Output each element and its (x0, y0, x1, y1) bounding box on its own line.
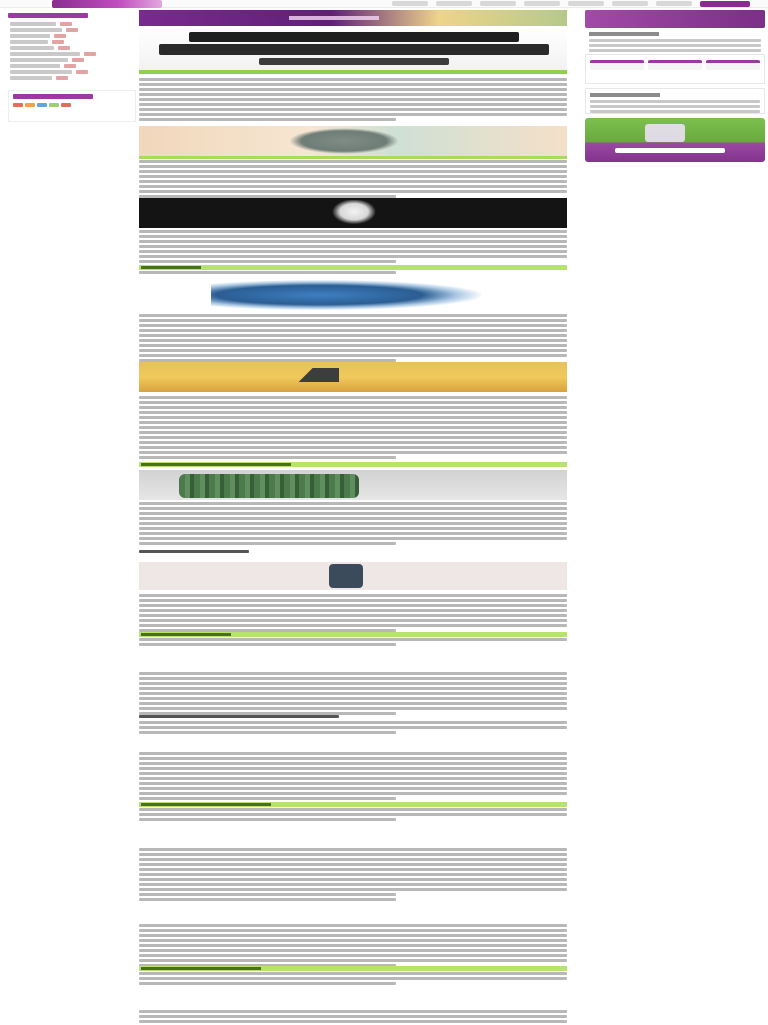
story-paragraph (139, 1010, 567, 1025)
section-heading (139, 462, 567, 467)
nav-item[interactable] (480, 1, 516, 6)
category-link[interactable] (10, 28, 136, 32)
related-card[interactable] (706, 60, 760, 70)
nav-item[interactable] (392, 1, 428, 6)
category-link[interactable] (10, 46, 136, 50)
related-link[interactable] (589, 39, 761, 42)
title-underline (139, 70, 567, 74)
story-paragraph (139, 972, 567, 987)
section-subheading (139, 715, 567, 720)
category-link[interactable] (10, 64, 136, 68)
article (139, 10, 567, 1024)
category-link[interactable] (10, 52, 136, 56)
story-image-elephant (139, 126, 567, 156)
intro-paragraph (139, 78, 567, 123)
section-heading (139, 802, 567, 807)
popular-heading (590, 93, 660, 97)
story-paragraph (139, 160, 567, 200)
tags-box (8, 90, 136, 122)
related-card[interactable] (590, 60, 644, 70)
popular-link[interactable] (590, 100, 760, 103)
right-sidebar (585, 10, 765, 160)
site-logo[interactable] (52, 0, 162, 8)
nav-item[interactable] (656, 1, 692, 6)
category-link[interactable] (10, 22, 136, 26)
categories-heading (8, 13, 88, 18)
nav-item[interactable] (612, 1, 648, 6)
top-navigation-bar (0, 0, 768, 8)
left-sidebar (4, 10, 136, 120)
story-paragraph (139, 271, 567, 276)
category-link[interactable] (10, 40, 136, 44)
section-heading (139, 265, 567, 270)
related-link[interactable] (589, 44, 761, 47)
story-paragraph (139, 638, 567, 648)
login-button[interactable] (700, 1, 750, 7)
category-link[interactable] (10, 58, 136, 62)
story-paragraph (139, 672, 567, 717)
popular-link[interactable] (590, 110, 760, 113)
popular-link[interactable] (590, 105, 760, 108)
sidebar-banner[interactable] (585, 10, 765, 28)
story-paragraph (139, 396, 567, 461)
story-paragraph (139, 721, 567, 736)
sidebar-ad[interactable] (585, 118, 765, 162)
story-image-shark (139, 278, 567, 312)
related-heading (589, 32, 659, 36)
tag-chip[interactable] (61, 103, 71, 107)
story-paragraph (139, 898, 567, 903)
image-caption-bar (139, 156, 567, 159)
tag-chips (13, 103, 131, 107)
story-paragraph (139, 752, 567, 802)
story-image-crowd (139, 470, 567, 500)
tags-heading (13, 94, 93, 99)
section-subheading (139, 550, 567, 555)
related-cards (585, 54, 765, 84)
story-image-dark (139, 198, 567, 228)
section-heading (139, 632, 567, 637)
story-paragraph (139, 924, 567, 969)
category-link[interactable] (10, 70, 136, 74)
related-card[interactable] (648, 60, 702, 70)
category-link[interactable] (10, 76, 136, 80)
popular-blogs (585, 88, 765, 114)
tag-chip[interactable] (25, 103, 35, 107)
story-paragraph (139, 848, 567, 898)
tag-chip[interactable] (37, 103, 47, 107)
related-link[interactable] (589, 49, 761, 52)
story-paragraph (139, 808, 567, 823)
tag-chip[interactable] (49, 103, 59, 107)
nav-item[interactable] (436, 1, 472, 6)
story-paragraph (139, 594, 567, 634)
story-paragraph (139, 230, 567, 265)
section-heading (139, 966, 567, 971)
tag-chip[interactable] (13, 103, 23, 107)
article-title (139, 28, 567, 70)
story-image-device (139, 562, 567, 590)
nav-item[interactable] (568, 1, 604, 6)
story-image-sea (139, 362, 567, 392)
nav-item[interactable] (524, 1, 560, 6)
story-paragraph (139, 314, 567, 364)
story-paragraph (139, 502, 567, 547)
promo-banner[interactable] (139, 10, 567, 26)
category-link[interactable] (10, 34, 136, 38)
main-nav (392, 1, 692, 7)
